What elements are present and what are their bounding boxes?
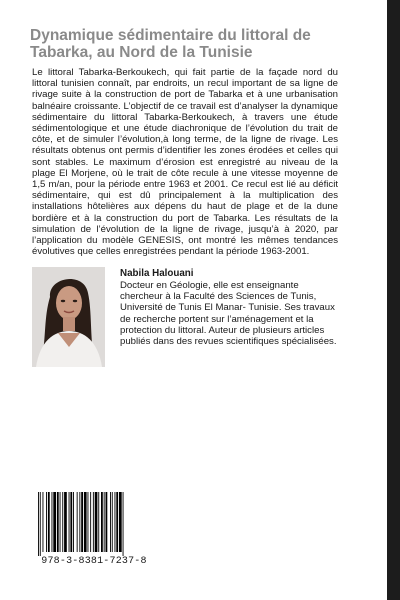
author-name: Nabila Halouani — [120, 268, 194, 279]
book-abstract: Le littoral Tabarka-Berkoukech, qui fait partie de la façade nord du littoral tunisien connaît, par endroits, un recul important de sa ligne de rivage suite à la construction de port de Tabarka et à une urbanisation balnéaire croissante. L’objectif de ce travail est d’analyser la dynamique sédimentaire du littoral Tabarka-Berkoukech, à travers une étude sédimentologique et une étude diachronique de l’évolution du trait de côte, et de simuler l’évolution,à long terme, de la ligne de rivage. Les résultats obtenus ont permis d’identifier les zones érodées et celles qui sont stables. Le maximum d’érosion est enregistré au niveau de la plage El Morjene, où le trait de côte recule à une vitesse moyenne de 1,5 m/an, pour la période entre 1963 et 2001. Ce recul est lié au déficit sédimentaire, qui est dû principalement à la multiplication des installations hôtelières aux dépens du haut de plage et de la dune bordière et à la construction du port de Tabarka. Les résultats de la simulation de l’évolution de la ligne de rivage, jusqu’à à 2020, par l’application du modèle GENESIS, ont montré les mêmes tendances évolutives que celles enregistrées pendant la période 1963-2001. — [32, 67, 338, 258]
spine-strip — [387, 0, 400, 600]
author-photo — [32, 267, 105, 367]
book-title: Dynamique sédimentaire du littoral de Tabarka, au Nord de la Tunisie — [30, 27, 311, 61]
author-bio: Docteur en Géologie, elle est enseignante chercheur à la Faculté des Sciences de Tunis, Université de Tunis El Manar- Tunisie. Ses travaux de recherche portent sur l’aménagement et la protection du littoral. Auteur de plusieurs articles publiés dans des revues scientifiques spécialisées. — [120, 280, 337, 348]
isbn-number: 978-3-8381-7237-8 — [41, 556, 147, 567]
